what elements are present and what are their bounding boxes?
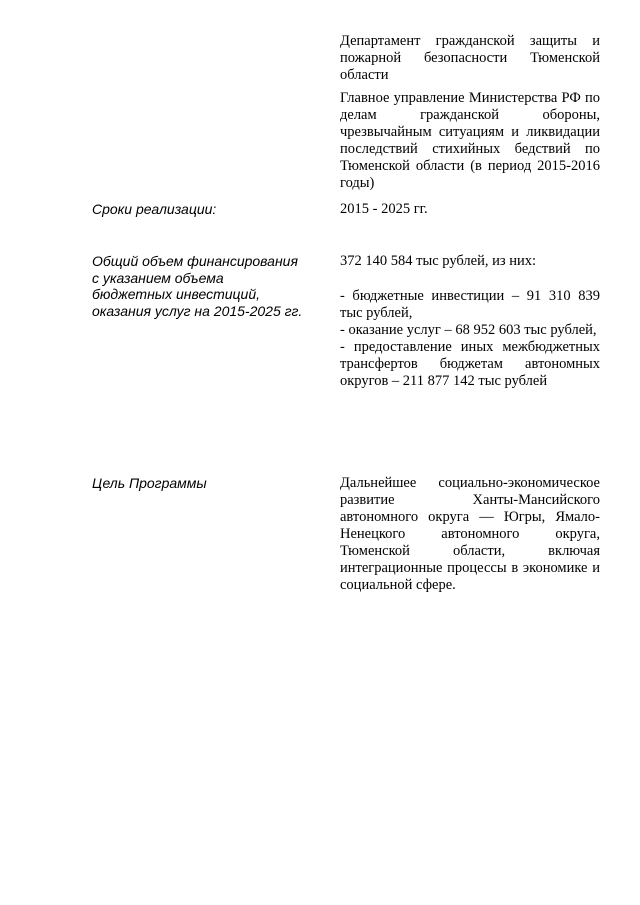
goal-label: Цель Программы xyxy=(92,475,207,491)
funding-item-services: - оказание услуг – 68 952 603 тыс рублей, xyxy=(340,322,597,338)
participant-2: Главное управление Министерства РФ по делам гражданской обороны, чрезвычайным ситуациям и ликвидации последствий стихийных бедствий по Тюменской области (в период 2015-2016 годы) xyxy=(340,90,600,191)
funding-breakdown xyxy=(340,288,600,390)
funding-label: Общий объем финансирования с указанием объема бюджетных инвестиций, оказания услуг на 2015-2025 гг. xyxy=(92,253,303,319)
participant-1: Департамент гражданской защиты и пожарной безопасности Тюменской области xyxy=(340,33,600,83)
terms-value: 2015 - 2025 гг. xyxy=(340,201,428,217)
terms-label: Сроки реализации: xyxy=(92,201,217,217)
funding-item-investments: - бюджетные инвестиции – 91 310 839 тыс рублей, xyxy=(340,288,600,321)
funding-item-transfers: - предоставление иных межбюджетных трансфертов бюджетам автономных округов – 211 877 142 тыс рублей xyxy=(340,339,600,389)
goal-value: Дальнейшее социально-экономическое развитие Ханты-Мансийского автономного округа — Югры, Ямало-Ненецкого автономного округа, Тюменской области, включая интеграционные процессы в экономике и социальной сфере. xyxy=(340,475,600,593)
funding-total: 372 140 584 тыс рублей, из них: xyxy=(340,253,536,269)
